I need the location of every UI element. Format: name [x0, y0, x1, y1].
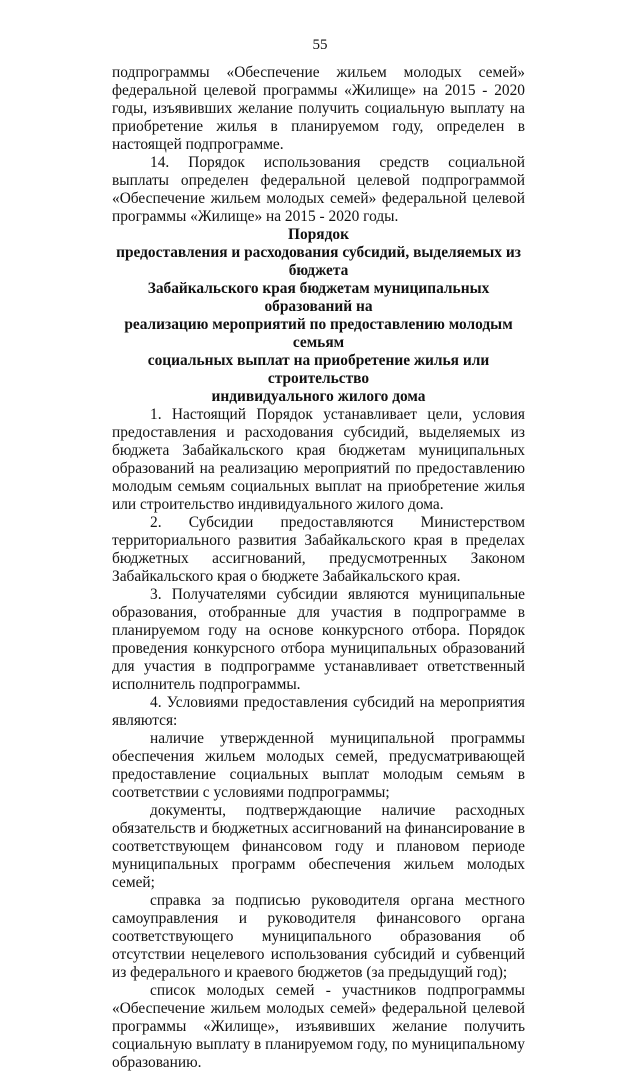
condition-item: наличие утвержденной муниципальной программы обеспечения жильем молодых семей, предусматривающей предоставление социальных выплат молодым семьям в соответствии с условиями подпрограммы; [112, 730, 525, 801]
page-number: 55 [312, 37, 328, 53]
paragraph-14: 14. Порядок использования средств социальной выплаты определен федеральной целевой подпрограммой «Обеспечение жильем молодых семей» федеральной целевой программы «Жилище» на 2015 - 2020 годы. [112, 154, 525, 225]
paragraph-4: 4. Условиями предоставления субсидий на мероприятия являются: [112, 694, 525, 729]
condition-item: справка за подписью руководителя органа местного самоуправления и руководителя финансового органа соответствующего муниципального образования об отсутствии нецелевого использования субсидий и субвенций из федерального и краевого бюджетов (за предыдущий год); [112, 892, 525, 981]
heading-line: реализацию мероприятий по предоставлению молодым семьям [124, 316, 513, 351]
paragraph-3: 3. Получателями субсидии являются муниципальные образования, отобранные для участия в подпрограмме в планируемом году на основе конкурсного отбора. Порядок проведения конкурсного отбора муниципальных образований для участия в подпрограмме устанавливает ответственный исполнитель подпрограммы. [112, 586, 525, 693]
heading-line: индивидуального жилого дома [211, 388, 426, 405]
condition-item: список молодых семей - участников подпрограммы «Обеспечение жильем молодых семей» федеральной целевой программы «Жилище», изъявивших желание получить социальную выплату в планируемом году, по муниципальному образованию. [112, 982, 525, 1071]
paragraph-2: 2. Субсидии предоставляются Министерством территориального развития Забайкальского края в пределах бюджетных ассигнований, предусмотренных Законом Забайкальского края о бюджете Забайкальского края. [112, 514, 525, 585]
paragraph-1: 1. Настоящий Порядок устанавливает цели, условия предоставления и расходования субсидий, выделяемых из бюджета Забайкальского края бюджетам муниципальных образований на реализацию мероприятий по предоставлению молодым семьям социальных выплат на приобретение жилья или строительство индивидуального жилого дома. [112, 406, 525, 513]
condition-item: документы, подтверждающие наличие расходных обязательств и бюджетных ассигнований на финансирование в соответствующем финансовом году и плановом периоде муниципальных программ обеспечения жильем молодых семей; [112, 802, 525, 891]
heading-line: социальных выплат на приобретение жилья или строительство [147, 352, 490, 387]
heading-line: предоставления и расходования субсидий, выделяемых из бюджета [116, 244, 521, 279]
heading-line: Забайкальского края бюджетам муниципальных образований на [147, 280, 490, 315]
document-body [112, 64, 525, 1072]
paragraph-intro: подпрограммы «Обеспечение жильем молодых семей» федеральной целевой программы «Жилище» на 2015 - 2020 годы, изъявивших желание получить социальную выплату на приобретение жилья в планируемом году, определен в настоящей подпрограмме. [112, 64, 525, 153]
section-heading [112, 226, 525, 406]
heading-line: Порядок [288, 226, 349, 243]
